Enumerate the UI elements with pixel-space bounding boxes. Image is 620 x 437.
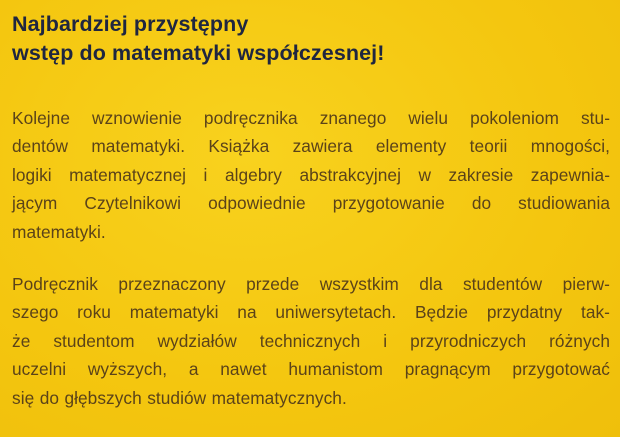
paragraph-2-line-3: że studentom wydziałów technicznych i przyrodniczych różnych <box>12 330 610 351</box>
headline-line-2: wstęp do matematyki współczesnej! <box>12 41 385 65</box>
paragraph-1-line-1: Kolejne wznowienie podręcznika znanego wielu pokoleniom stu- <box>12 108 610 128</box>
paragraph-2-line-5: się do głębszych studiów matematycznych. <box>12 387 347 408</box>
paragraph-1-line-2: dentów matematyki. Książka zawiera elementy teorii mnogości, <box>12 136 610 157</box>
paragraph-2-line-2: szego roku matematyki na uniwersytetach. Będzie przydatny tak- <box>12 302 610 323</box>
paragraph-2-line-4: uczelni wyższych, a nawet humanistom pragnącym przygotować <box>12 359 610 380</box>
description-paragraph-1 <box>12 104 610 246</box>
paragraph-1-line-4: jącym Czytelnikowi odpowiednie przygotowanie do studiowania <box>12 193 610 214</box>
headline-line-1: Najbardziej przystępny <box>12 12 249 36</box>
headline <box>12 10 610 68</box>
paragraph-1-line-5: matematyki. <box>12 221 106 242</box>
paragraph-2-line-1: Podręcznik przeznaczony przede wszystkim dla studentów pierw- <box>12 274 610 294</box>
description-paragraph-2 <box>12 270 610 412</box>
paragraph-1-line-3: logiki matematycznej i algebry abstrakcyjnej w zakresie zapewnia- <box>12 164 610 185</box>
